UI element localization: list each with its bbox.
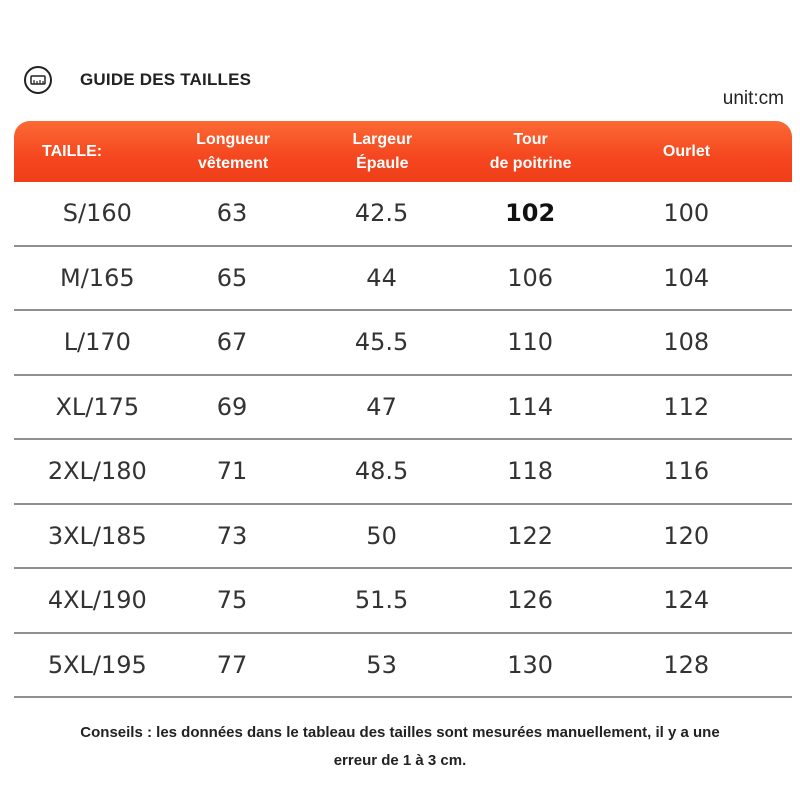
table-cell: 102: [505, 199, 556, 228]
table-cell: 110: [507, 328, 554, 357]
table-cell: 4XL/190: [47, 586, 147, 615]
table-cell: M/165: [60, 263, 135, 292]
table-cell: 106: [507, 263, 554, 292]
table-cell: 124: [663, 586, 710, 615]
unit-label: unit:cm: [722, 88, 784, 109]
table-row: [14, 247, 792, 312]
guide-header: [24, 66, 251, 94]
table-cell: 104: [663, 263, 710, 292]
table-cell: 126: [507, 586, 554, 615]
column-header-taille: TAILLE:: [42, 142, 103, 160]
table-cell: L/170: [63, 328, 131, 357]
table-cell: 118: [507, 457, 554, 486]
table-cell: 50: [366, 521, 397, 550]
table-cell: S/160: [62, 199, 132, 228]
table-row: [14, 376, 792, 441]
page-title: GUIDE DES TAILLES: [80, 70, 252, 89]
table-row: [14, 182, 792, 247]
size-table: [14, 121, 792, 698]
table-cell: 100: [663, 199, 710, 228]
table-row: [14, 505, 792, 570]
table-cell: 2XL/180: [47, 457, 147, 486]
table-cell: 44: [366, 263, 397, 292]
table-row: [14, 634, 792, 699]
table-cell: 75: [216, 586, 248, 615]
table-cell: 128: [663, 650, 710, 679]
table-cell: 112: [663, 392, 710, 421]
footer-line-1: Conseils : les données dans le tableau des tailles sont mesurées manuellement, il y a une: [80, 724, 720, 741]
table-row: [14, 569, 792, 634]
table-cell: 77: [216, 650, 248, 679]
table-cell: 63: [216, 199, 248, 228]
table-cell: 3XL/185: [47, 521, 147, 550]
table-cell: 122: [507, 521, 554, 550]
table-cell: 69: [216, 392, 248, 421]
table-cell: 47: [366, 392, 397, 421]
footer-note: [0, 719, 800, 775]
table-row: [14, 440, 792, 505]
table-cell: 45.5: [354, 328, 409, 357]
table-cell: 5XL/195: [47, 650, 147, 679]
table-cell: 42.5: [354, 199, 409, 228]
column-header-largeur: Largeur Épaule: [352, 130, 413, 172]
table-cell: 48.5: [354, 457, 409, 486]
table-row: [14, 311, 792, 376]
table-header: [14, 121, 792, 182]
column-header-tour: Tour de poitrine: [489, 130, 572, 172]
table-cell: 53: [366, 650, 397, 679]
table-cell: 114: [507, 392, 554, 421]
table-cell: 67: [216, 328, 248, 357]
table-cell: 51.5: [354, 586, 409, 615]
table-cell: 71: [216, 457, 248, 486]
table-body: [14, 182, 792, 698]
ruler-icon: [24, 66, 52, 94]
table-cell: 116: [663, 457, 710, 486]
table-cell: 65: [216, 263, 248, 292]
column-header-ourlet: Ourlet: [662, 142, 711, 160]
footer-line-2: erreur de 1 à 3 cm.: [333, 752, 467, 769]
table-cell: 130: [507, 650, 554, 679]
table-cell: 108: [663, 328, 710, 357]
table-cell: 120: [663, 521, 710, 550]
table-cell: XL/175: [55, 392, 140, 421]
table-cell: 73: [216, 521, 248, 550]
column-header-longueur: Longueur vêtement: [196, 130, 270, 172]
